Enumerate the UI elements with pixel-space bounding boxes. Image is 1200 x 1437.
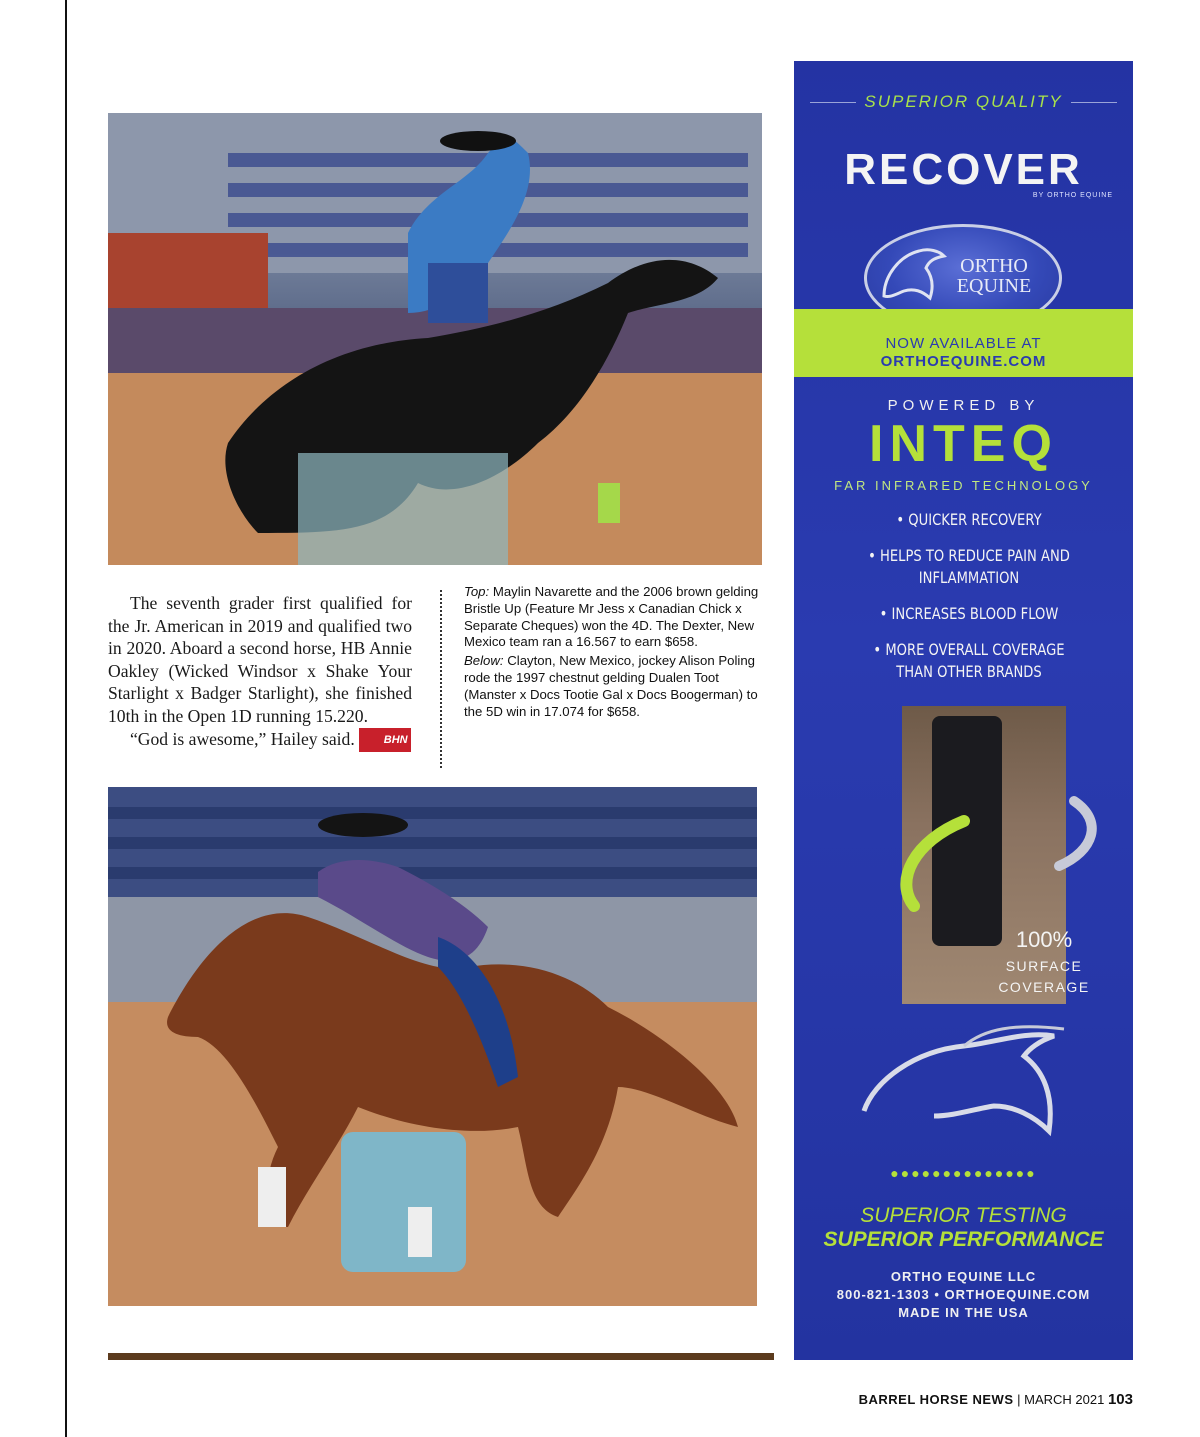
website-url: ORTHOEQUINE.COM — [880, 353, 1047, 370]
benefit-list — [858, 509, 1079, 697]
company-name: ORTHO EQUINE LLC — [890, 1269, 1037, 1284]
photo-top-barrel-racer-black-horse — [108, 113, 762, 565]
page-margin-rule — [65, 0, 67, 1437]
logo-line-ortho: ORTHO — [960, 255, 1028, 277]
caption-below-text: Clayton, New Mexico, jockey Alison Poling rode the 1997 chestnut gelding Dualen Toot (Manster x Docs Tootie Gal x Docs Boogerman) to the 5D win in 17.074 for $658. — [464, 653, 758, 719]
article-paragraph-quote — [108, 728, 412, 753]
benefit-item: • QUICKER RECOVERY — [896, 510, 1042, 529]
ad-by-line: BY ORTHO EQUINE — [1032, 192, 1113, 199]
folio-separator: | — [1017, 1392, 1021, 1407]
logo-line-equine: EQUINE — [956, 275, 1032, 297]
caption-top-text: Maylin Navarette and the 2006 brown gelding Bristle Up (Feature Mr Jess x Canadian Chick x Separate Cheques) won the 4D. The Dexter, New Mexico team ran a 16.567 to earn $658. — [464, 584, 759, 650]
now-available-text: NOW AVAILABLE AT — [885, 335, 1042, 352]
powered-by-text: POWERED BY — [887, 397, 1040, 414]
superior-performance-text: SUPERIOR PERFORMANCE — [823, 1228, 1104, 1251]
bhn-end-mark: BHN — [359, 728, 411, 753]
article-paragraph: The seventh grader first qualified for the Jr. American in 2019 and qualified two in 2020. Aboard a second horse, HB Annie Oakley (Wicked Windsor x Shake Your Starlight x Badger Starlight), she finished 10th in the Open 1D running 15.220. — [108, 593, 412, 726]
page-bottom-rule — [108, 1353, 774, 1360]
ad-tagline: SUPERIOR QUALITY — [864, 92, 1063, 111]
benefit-item: • MORE OVERALL COVERAGE THAN OTHER BRANDS — [873, 640, 1065, 681]
contact-line: 800-821-1303 • ORTHOEQUINE.COM — [836, 1287, 1091, 1302]
far-infrared-text: FAR INFRARED TECHNOLOGY — [834, 478, 1093, 493]
ortho-equine-logo-text — [934, 256, 1054, 296]
percent-value: 100% — [1015, 927, 1073, 952]
benefit-item: • INCREASES BLOOD FLOW — [879, 604, 1059, 623]
caption-top — [464, 584, 759, 651]
caption-below-label: Below: — [464, 653, 504, 669]
issue-date: MARCH 2021 — [1024, 1392, 1105, 1407]
horse-outline-logo-icon — [854, 1021, 1094, 1151]
surface-text: SURFACE — [1005, 958, 1083, 974]
superior-testing-text: SUPERIOR TESTING — [860, 1204, 1067, 1227]
caption-below — [464, 653, 759, 720]
inteq-brand: INTEQ — [869, 415, 1058, 473]
publication-name: BARREL HORSE NEWS — [858, 1392, 1014, 1407]
decorative-dot-row: ●●●●●●●●●●●●●● — [890, 1165, 1037, 1181]
page-number: 103 — [1107, 1391, 1133, 1408]
circular-arrow-icon — [874, 781, 1124, 921]
quote-text: “God is awesome,” Hailey said. — [130, 728, 355, 749]
column-divider — [440, 590, 442, 768]
coverage-text: COVERAGE — [998, 979, 1090, 995]
photo-bottom-barrel-racer-bay-horse — [108, 787, 757, 1306]
page-folio — [859, 1391, 1133, 1408]
article-body-text — [108, 592, 412, 752]
ad-product-name: RECOVER — [844, 145, 1083, 194]
benefit-item: • HELPS TO REDUCE PAIN AND INFLAMMATION — [868, 546, 1070, 587]
caption-top-label: Top: — [464, 584, 490, 599]
photo-caption — [464, 584, 759, 722]
made-in-usa-text: MADE IN THE USA — [898, 1305, 1029, 1320]
ortho-equine-advertisement — [794, 61, 1133, 1360]
